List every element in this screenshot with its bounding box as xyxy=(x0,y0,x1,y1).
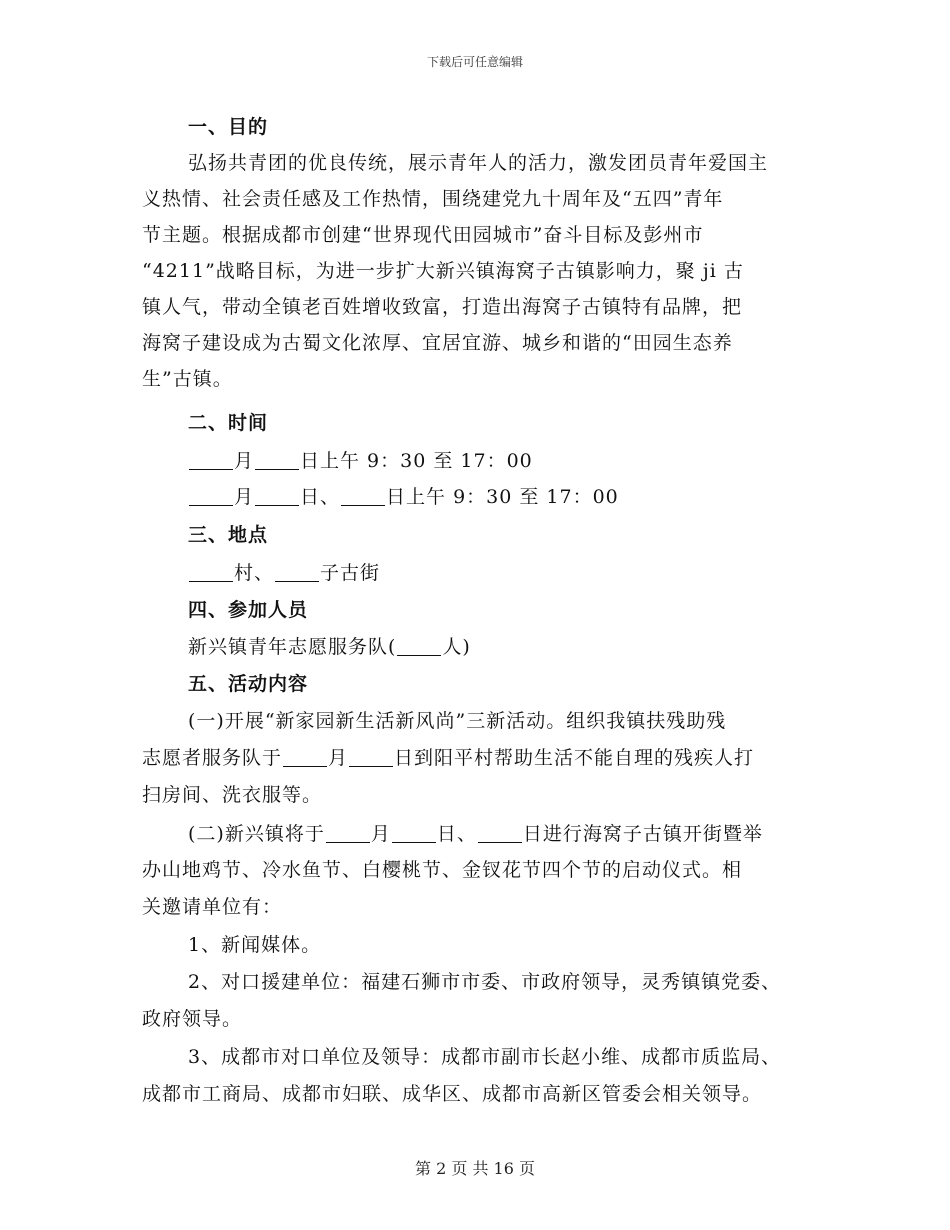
activity-1-line-2: 志愿者服务队于 月 日到阳平村帮助生活不能自理的残疾人打 xyxy=(142,747,755,769)
page-header: 下载后可任意编辑 xyxy=(426,55,523,69)
blank-field xyxy=(189,561,233,582)
blank-field xyxy=(478,822,522,843)
blank-field xyxy=(326,822,370,843)
sec1-line-2: 义热情、社会责任感及工作热情，围绕建党九十周年及“五四”青年 xyxy=(142,188,724,210)
sec1-line-6: 海窝子建设成为古蜀文化浓厚、宜居宜游、城乡和谐的“田园生态养 xyxy=(142,332,733,354)
time-line-2: 月 日、 日上午 9：30 至 17：00 xyxy=(188,484,619,510)
section-1-title: 一、目的 xyxy=(188,116,269,138)
activity-2-line-3: 关邀请单位有： xyxy=(142,896,283,918)
activity-1-line-1: (一)开展“新家园新生活新风尚”三新活动。组织我镇扶残助残 xyxy=(188,710,727,732)
invitee-item-3-line-1: 3、成都市对口单位及领导：成都市副市长赵小维、成都市质监局、 xyxy=(188,1046,782,1068)
blank-field xyxy=(189,485,233,506)
blank-field xyxy=(255,485,299,506)
activity-2-line-2: 办山地鸡节、冷水鱼节、白樱桃节、金钗花节四个节的启动仪式。相 xyxy=(142,859,743,881)
location-line: 村、 子古街 xyxy=(188,560,380,586)
blank-field xyxy=(283,746,327,767)
invitee-item-3-line-2: 成都市工商局、成都市妇联、成华区、成都市高新区管委会相关领导。 xyxy=(142,1083,763,1105)
sec1-line-3: 节主题。根据成都市创建“世界现代田园城市”奋斗目标及彭州市 xyxy=(142,224,704,246)
blank-field xyxy=(349,746,393,767)
sec1-line-7: 生”古镇。 xyxy=(142,368,233,390)
blank-field xyxy=(392,822,436,843)
sec1-line-1: 弘扬共青团的优良传统，展示青年人的活力，激发团员青年爱国主 xyxy=(188,152,769,174)
invitee-item-2-line-2: 政府领导。 xyxy=(142,1008,243,1030)
activity-1-line-3: 扫房间、洗衣服等。 xyxy=(142,784,323,806)
section-2-title: 二、时间 xyxy=(188,412,269,434)
page-footer: 第 2 页 共 16 页 xyxy=(415,1159,535,1178)
participants-line: 新兴镇青年志愿服务队( 人) xyxy=(188,636,471,658)
blank-field xyxy=(255,449,299,470)
blank-field xyxy=(397,635,441,656)
blank-field xyxy=(341,485,385,506)
section-3-title: 三、地点 xyxy=(188,524,269,546)
invitee-item-1: 1、新闻媒体。 xyxy=(188,934,322,956)
blank-field xyxy=(275,561,319,582)
sec1-line-5: 镇人气，带动全镇老百姓增收致富，打造出海窝子古镇特有品牌，把 xyxy=(142,296,743,318)
blank-field xyxy=(189,449,233,470)
activity-2-line-1: (二)新兴镇将于 月 日、 日进行海窝子古镇开街暨举 xyxy=(188,823,763,845)
invitee-item-2-line-1: 2、对口援建单位：福建石狮市市委、市政府领导，灵秀镇镇党委、 xyxy=(188,971,782,993)
section-4-title: 四、参加人员 xyxy=(188,599,309,621)
time-line-1: 月 日上午 9：30 至 17：00 xyxy=(188,448,533,474)
sec1-line-4: “4211”战略目标，为进一步扩大新兴镇海窝子古镇影响力，聚 ji 古 xyxy=(142,260,744,282)
section-5-title: 五、活动内容 xyxy=(188,673,309,695)
